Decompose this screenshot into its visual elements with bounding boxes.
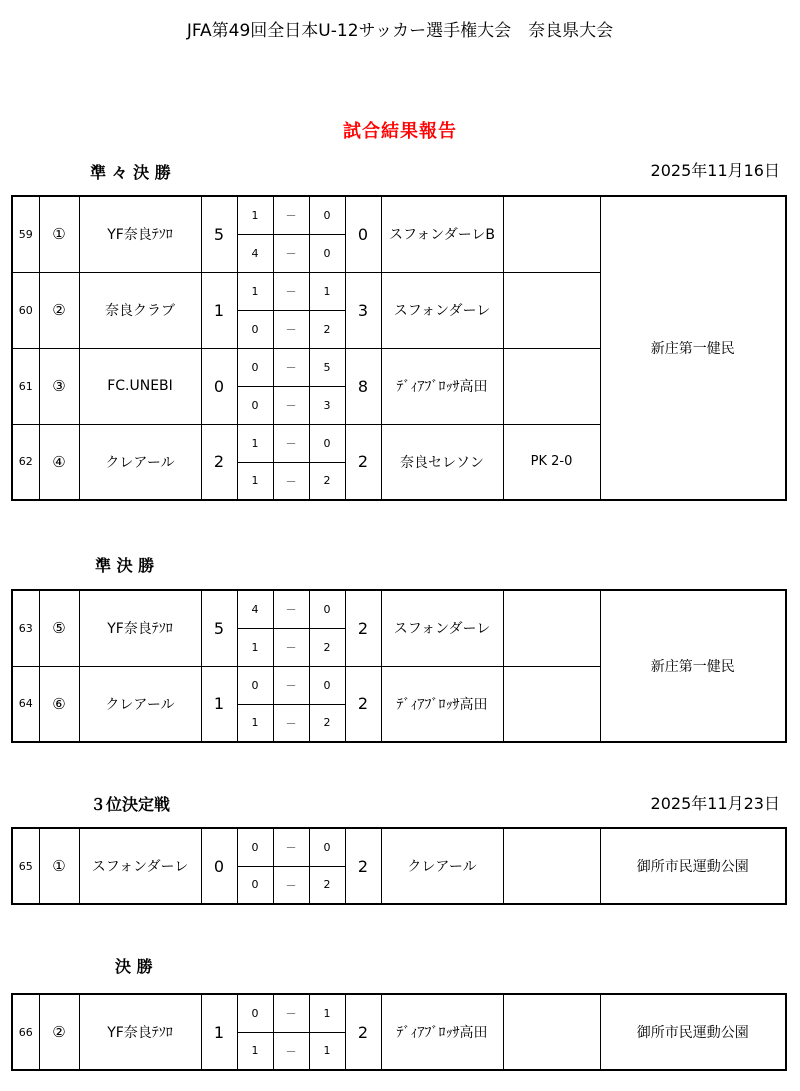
second-half-away: 2 xyxy=(309,462,345,500)
away-score: 2 xyxy=(345,828,381,904)
second-half-home: 0 xyxy=(237,310,273,348)
score-dash: － xyxy=(273,386,309,424)
first-half-home: 0 xyxy=(237,828,273,866)
section-title-semifinal: 準 決 勝 xyxy=(95,556,155,575)
first-half-away: 0 xyxy=(309,590,345,628)
home-score: 2 xyxy=(201,424,237,500)
match-table-quarterfinal xyxy=(11,195,787,501)
venue: 御所市民運動公園 xyxy=(600,828,786,904)
score-dash: － xyxy=(273,866,309,904)
match-number: 65 xyxy=(12,828,39,904)
second-half-home: 4 xyxy=(237,234,273,272)
second-half-home: 0 xyxy=(237,386,273,424)
match-mark: ② xyxy=(39,272,79,348)
first-half-away: 5 xyxy=(309,348,345,386)
first-half-home: 1 xyxy=(237,196,273,234)
match-mark: ② xyxy=(39,994,79,1070)
score-dash: － xyxy=(273,994,309,1032)
second-half-away: 1 xyxy=(309,1032,345,1070)
match-note xyxy=(503,994,600,1070)
match-number: 61 xyxy=(12,348,39,424)
first-half-home: 4 xyxy=(237,590,273,628)
report-title: 試合結果報告 xyxy=(343,121,457,142)
away-team: スフォンダーレB xyxy=(381,196,503,272)
score-dash: － xyxy=(273,1032,309,1070)
second-half-home: 0 xyxy=(237,866,273,904)
match-number: 64 xyxy=(12,666,39,742)
first-half-home: 1 xyxy=(237,424,273,462)
match-mark: ① xyxy=(39,196,79,272)
first-half-away: 0 xyxy=(309,828,345,866)
away-team: スフォンダーレ xyxy=(381,590,503,666)
score-dash: － xyxy=(273,348,309,386)
first-half-home: 1 xyxy=(237,272,273,310)
match-table-semifinal xyxy=(11,589,787,743)
first-half-away: 0 xyxy=(309,424,345,462)
away-team: 奈良セレソン xyxy=(381,424,503,500)
second-half-home: 1 xyxy=(237,1032,273,1070)
away-team: ﾃﾞｨｱﾌﾞﾛｯｻ高田 xyxy=(381,994,503,1070)
match-mark: ⑥ xyxy=(39,666,79,742)
home-score: 5 xyxy=(201,196,237,272)
home-score: 1 xyxy=(201,994,237,1070)
score-dash: － xyxy=(273,666,309,704)
second-half-away: 3 xyxy=(309,386,345,424)
match-note xyxy=(503,590,600,666)
home-score: 1 xyxy=(201,272,237,348)
match-number: 62 xyxy=(12,424,39,500)
section-date-third-place: 2025年11月23日 xyxy=(650,794,780,813)
table-row xyxy=(12,828,786,866)
first-half-home: 0 xyxy=(237,994,273,1032)
first-half-home: 0 xyxy=(237,348,273,386)
second-half-away: 2 xyxy=(309,704,345,742)
match-number: 63 xyxy=(12,590,39,666)
match-mark: ④ xyxy=(39,424,79,500)
score-dash: － xyxy=(273,590,309,628)
second-half-away: 2 xyxy=(309,866,345,904)
first-half-away: 1 xyxy=(309,994,345,1032)
second-half-away: 0 xyxy=(309,234,345,272)
away-score: 8 xyxy=(345,348,381,424)
home-score: 0 xyxy=(201,348,237,424)
table-row xyxy=(12,590,786,628)
home-team: スフォンダーレ xyxy=(79,828,201,904)
venue: 御所市民運動公園 xyxy=(600,994,786,1070)
away-score: 3 xyxy=(345,272,381,348)
home-score: 0 xyxy=(201,828,237,904)
score-dash: － xyxy=(273,310,309,348)
second-half-home: 1 xyxy=(237,704,273,742)
match-note xyxy=(503,348,600,424)
match-mark: ③ xyxy=(39,348,79,424)
first-half-away: 1 xyxy=(309,272,345,310)
table-row xyxy=(12,994,786,1032)
score-dash: － xyxy=(273,462,309,500)
section-title-final: 決 勝 xyxy=(115,957,153,976)
second-half-away: 2 xyxy=(309,310,345,348)
home-team: 奈良クラブ xyxy=(79,272,201,348)
match-note xyxy=(503,666,600,742)
venue: 新庄第一健民 xyxy=(600,196,786,500)
score-dash: － xyxy=(273,272,309,310)
table-row xyxy=(12,196,786,234)
away-score: 2 xyxy=(345,590,381,666)
away-team: ﾃﾞｨｱﾌﾞﾛｯｻ高田 xyxy=(381,348,503,424)
match-number: 59 xyxy=(12,196,39,272)
match-note: PK 2-0 xyxy=(503,424,600,500)
score-dash: － xyxy=(273,704,309,742)
score-dash: － xyxy=(273,234,309,272)
away-team: ﾃﾞｨｱﾌﾞﾛｯｻ高田 xyxy=(381,666,503,742)
away-score: 2 xyxy=(345,666,381,742)
score-dash: － xyxy=(273,828,309,866)
score-dash: － xyxy=(273,424,309,462)
home-team: クレアール xyxy=(79,666,201,742)
match-mark: ① xyxy=(39,828,79,904)
away-team: スフォンダーレ xyxy=(381,272,503,348)
match-note xyxy=(503,196,600,272)
second-half-home: 1 xyxy=(237,628,273,666)
section-title-third-place: ３位決定戦 xyxy=(90,795,171,814)
second-half-away: 2 xyxy=(309,628,345,666)
tournament-title: JFA第49回全日本U-12サッカー選手権大会 奈良県大会 xyxy=(186,21,614,41)
score-dash: － xyxy=(273,628,309,666)
first-half-away: 0 xyxy=(309,666,345,704)
match-mark: ⑤ xyxy=(39,590,79,666)
home-team: YF奈良ﾃｿﾛ xyxy=(79,590,201,666)
venue: 新庄第一健民 xyxy=(600,590,786,742)
match-note xyxy=(503,272,600,348)
match-number: 60 xyxy=(12,272,39,348)
match-table-final xyxy=(11,993,787,1071)
home-team: クレアール xyxy=(79,424,201,500)
section-title-quarterfinal: 準 々 決 勝 xyxy=(90,163,171,182)
match-note xyxy=(503,828,600,904)
away-score: 2 xyxy=(345,994,381,1070)
second-half-home: 1 xyxy=(237,462,273,500)
home-score: 5 xyxy=(201,590,237,666)
section-date-quarterfinal: 2025年11月16日 xyxy=(650,161,780,180)
match-number: 66 xyxy=(12,994,39,1070)
first-half-away: 0 xyxy=(309,196,345,234)
away-score: 2 xyxy=(345,424,381,500)
home-team: YF奈良ﾃｿﾛ xyxy=(79,994,201,1070)
home-score: 1 xyxy=(201,666,237,742)
home-team: FC.UNEBI xyxy=(79,348,201,424)
score-dash: － xyxy=(273,196,309,234)
match-table-third-place xyxy=(11,827,787,905)
first-half-home: 0 xyxy=(237,666,273,704)
away-team: クレアール xyxy=(381,828,503,904)
home-team: YF奈良ﾃｿﾛ xyxy=(79,196,201,272)
away-score: 0 xyxy=(345,196,381,272)
